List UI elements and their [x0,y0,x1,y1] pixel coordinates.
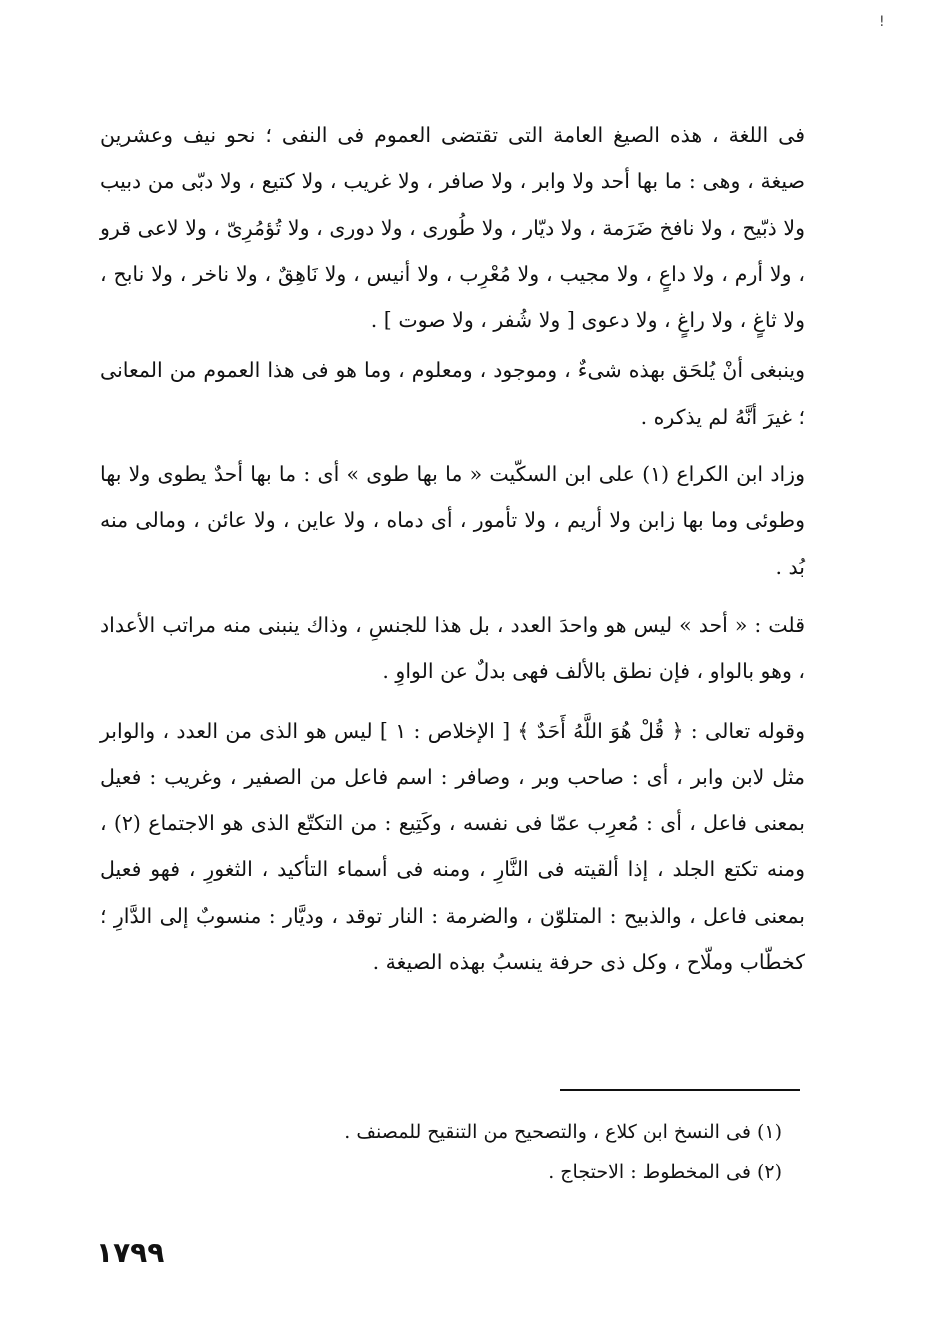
page-number: ١٧٩٩ [96,1236,165,1269]
paragraph: فى اللغة ، هذه الصيغ العامة التى تقتضى العموم فى النفى ؛ نحو نيف وعشرين صيغة ، وهى : ما بها أحد ولا وابر ، ولا صافر ، ولا غريب ، ولا كتيع ، ولا دبّى من دبيب ولا ذبّيح ، ولا نافخ ضَرَمة ، ولا ديّار ، ولا طُورى ، ولا دورى ، ولا تُؤمُرِىّ ، ولا لاعى قرو ، ولا أرم ، ولا داعٍ ، ولا مجيب ، ولا مُعْرِب ، ولا أنيس ، ولا نَاهِقٌ ، ولا ناخر ، ولا نابح ، ولا ثاغٍ ، ولا راغٍ ، ولا دعوى [ ولا شُفر ، ولا صوت ] . [100,123,805,333]
main-text [100,112,805,985]
footnote: (١) فى النسخ ابن كلاع ، والتصحيح من التنقيح للمصنف . [344,1121,782,1143]
paragraph: قلت : « أحد » ليس هو واحدَ العدد ، بل هذا للجنسِ ، وذاك ينبنى منه مراتب الأعداد ، وهو بالواو ، فإن نطق بالألف فهى بدلٌ عن الواوِ . [100,612,805,684]
paragraph: وزاد ابن الكراع (١) على ابن السكّيت « ما بها طوى » أى : ما بها أحدٌ يطوى ولا بها وطوئى وما بها زابن ولا أريم ، ولا تأمور ، أى دماه ، ولا عاين ، ولا عائن ، ومالى منه بُد . [100,462,805,579]
corner-mark: ! [879,14,885,30]
paragraph: وينبغى أنْ يُلحَق بهذه شىءٌ ، وموجود ، ومعلوم ، وما هو فى هذا العموم من المعانى ؛ غيرَ أنَّهُ لم يذكره . [100,358,805,429]
footnote: (٢) فى المخطوط : الاحتجاج . [548,1161,782,1183]
paragraph: وقوله تعالى : ﴿ قُلْ هُوَ اللَّهُ أَحَدٌ ﴾ [ الإخلاص : ١ ] ليس هو الذى من العدد ، والوابر مثل لابن وابر ، أى : صاحب وبر ، وصافر : اسم فاعل من الصفير ، وغريب : فعيل بمعنى فاعل ، أى : مُعرِب عمّا فى نفسه ، وكَتِيع : من التكتّع الذى هو الاجتماع (٢) ، ومنه تكتع الجلد ، إذا ألقيته فى النَّارِ ، ومنه فى أسماء التأكيد ، الثغورِ ، فهو فعيل بمعنى فاعل ، والذبيح : المتلوّن ، والضرمة : النار توقد ، وديَّار : منسوبٌ إلى الدَّارِ ؛ كخطّاب وملّاح ، وكل ذى حرفة ينسبُ بهذه الصيغة . [100,718,805,975]
footnote-divider [560,1089,800,1091]
footnotes [240,1112,782,1192]
